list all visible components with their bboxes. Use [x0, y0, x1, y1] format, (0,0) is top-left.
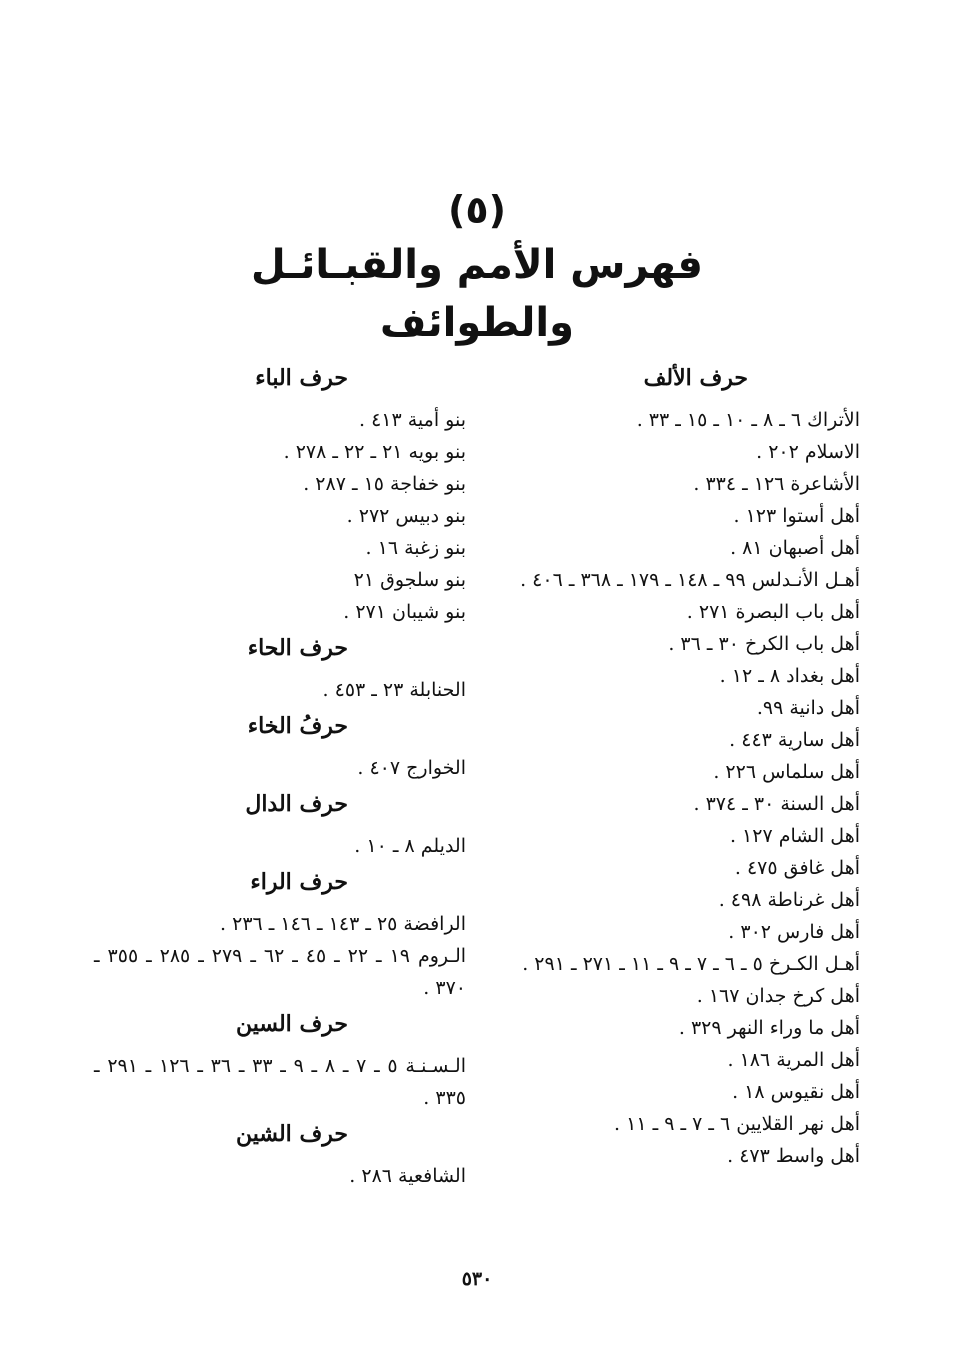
index-entry: أهل السنة ٣٠ ـ ٣٧٤ . [693, 793, 860, 815]
index-entry: أهل بغداد ٨ ـ ١٢ . [719, 665, 860, 687]
index-entry: أهل دانية ٩٩. [756, 697, 860, 719]
index-entry: أهل كرخ جدان ١٦٧ . [696, 985, 860, 1007]
index-entry: أهـل الكـرخ ٥ ـ ٦ ـ ٧ ـ ٩ ـ ١١ ـ ٢٧١ ـ ٢٩١ . [522, 953, 860, 975]
index-entry: بنو شيبان ٢٧١ . [343, 601, 466, 623]
index-entry: أهل ما وراء النهر ٣٢٩ . [678, 1017, 860, 1039]
index-entry: الأتراك ٦ ـ ٨ ـ ١٠ ـ ١٥ ـ ٣٣ . [636, 409, 860, 431]
index-entry: أهل نهر القلايين ٦ ـ ٧ ـ ٩ ـ ١١ . [614, 1113, 860, 1135]
section-number: (٥) [448, 188, 506, 232]
letter-heading: حرف الألف [643, 365, 748, 391]
index-entry: الأشاعرة ١٢٦ ـ ٣٣٤ . [693, 473, 860, 495]
index-entry: أهل المرية ١٨٦ . [727, 1049, 860, 1071]
index-entry: الديلم ٨ ـ ١٠ . [354, 835, 466, 857]
index-entry: أهل غافق ٤٧٥ . [734, 857, 860, 879]
index-entry: أهل نقيوس ١٨ . [732, 1081, 860, 1103]
left-column [94, 360, 466, 1192]
index-entry: أهل الشام ١٢٧ . [729, 825, 860, 847]
letter-heading: حرفُ الخاء [247, 713, 348, 739]
title-line-1: فهرس الأمم والقبـائـل [251, 242, 703, 288]
letter-heading: حرف السين [235, 1011, 348, 1037]
index-entry: بنو خفاجة ١٥ ـ ٢٨٧ . [303, 473, 466, 495]
page-title [0, 236, 954, 352]
index-entry: الشافعية ٢٨٦ . [349, 1165, 466, 1187]
index-entry: بنو دبيس ٢٧٢ . [346, 505, 466, 527]
index-entry: الحنابلة ٢٣ ـ ٤٥٣ . [322, 679, 466, 701]
index-entry: الرافضة ٢٥ ـ ١٤٣ ـ ١٤٦ ـ ٢٣٦ . [220, 913, 466, 935]
title-line-2: والطوائف [379, 300, 574, 346]
letter-heading: حرف الباء [255, 365, 348, 391]
index-entry: بنو سلجوق ٢١ [353, 569, 466, 591]
index-entry: أهل أستوا ١٢٣ . [733, 505, 860, 527]
index-entry: الخوارج ٤٠٧ . [357, 757, 466, 779]
page-number: ٥٣٠ [461, 1268, 493, 1290]
index-entry: بنو أمية ٤١٣ . [358, 409, 466, 431]
letter-heading: حرف الشين [235, 1121, 348, 1147]
letter-heading: حرف الدال [245, 791, 348, 817]
index-entry: بنو بويه ٢١ ـ ٢٢ ـ ٢٧٨ . [283, 441, 466, 463]
index-entry: أهل سارية ٤٤٣ . [729, 729, 860, 751]
index-entry: أهـل الأنـدلس ٩٩ ـ ١٤٨ ـ ١٧٩ ـ ٣٦٨ ـ ٤٠٦ . [520, 569, 860, 591]
index-entry: أهل واسط ٤٧٣ . [727, 1145, 860, 1167]
index-entry: أهل باب الكرخ ٣٠ ـ ٣٦ . [668, 633, 860, 655]
index-entry: الـروم ١٩ ـ ٢٢ ـ ٤٥ ـ ٦٢ ـ ٢٧٩ ـ ٢٨٥ ـ ٣٥٥ ـ ٣٧٠ . [94, 945, 467, 999]
letter-heading: حرف الراء [250, 869, 348, 895]
index-entry: أهل سلماس ٢٢٦ . [713, 761, 860, 783]
index-entry: أهل باب البصرة ٢٧١ . [686, 601, 860, 623]
index-entry: أهل فارس ٣٠٢ . [728, 921, 860, 943]
index-entry: بنو زغبة ١٦ . [365, 537, 466, 559]
right-column [480, 360, 860, 1172]
index-entry: أهل غرناطة ٤٩٨ . [718, 889, 860, 911]
index-entry: الـسـنـة ٥ ـ ٧ ـ ٨ ـ ٩ ـ ٣٣ ـ ٣٦ ـ ١٢٦ ـ ٢٩١ ـ ٣٣٥ . [94, 1055, 466, 1109]
letter-heading: حرف الحاء [247, 635, 348, 661]
index-entry: أهل أصبهان ٨١ . [730, 537, 860, 559]
index-entry: الاسلام ٢٠٢ . [756, 441, 860, 463]
